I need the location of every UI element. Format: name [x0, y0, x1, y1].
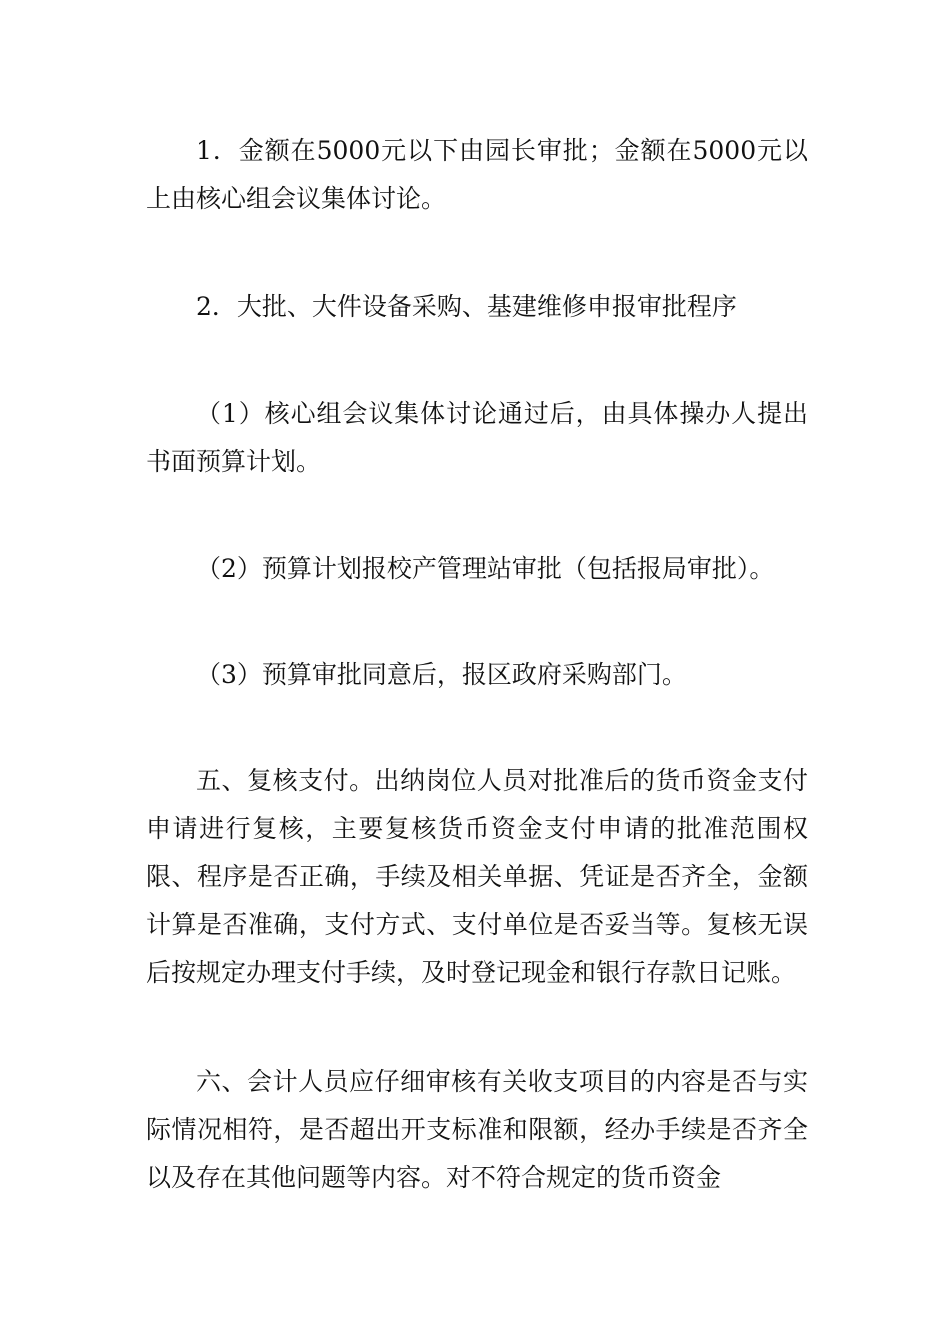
paragraph-step-1: （1）核心组会议集体讨论通过后，由具体操办人提出书面预算计划。: [146, 399, 808, 476]
paragraph-approval-limit: 1．金额在5000元以下由园长审批；金额在5000元以上由核心组会议集体讨论。: [146, 136, 808, 213]
document-body: [146, 127, 808, 1202]
paragraph-section-five: 五、复核支付。出纳岗位人员对批准后的货币资金支付申请进行复核，主要复核货币资金支付申请的批准范围权限、程序是否正确，手续及相关单据、凭证是否齐全，金额计算是否准确，支付方式、支付单位是否妥当等。复核无误后按规定办理支付手续，及时登记现金和银行存款日记账。: [146, 766, 808, 987]
paragraph-step-2: （2）预算计划报校产管理站审批（包括报局审批）。: [196, 554, 775, 583]
paragraph-step-3: （3）预算审批同意后，报区政府采购部门。: [196, 660, 687, 689]
paragraph-section-six: 六、会计人员应仔细审核有关收支项目的内容是否与实际情况相符，是否超出开支标准和限额，经办手续是否齐全以及存在其他问题等内容。对不符合规定的货币资金: [146, 1067, 808, 1192]
paragraph-procurement-procedure: 2．大批、大件设备采购、基建维修申报审批程序: [196, 292, 737, 321]
